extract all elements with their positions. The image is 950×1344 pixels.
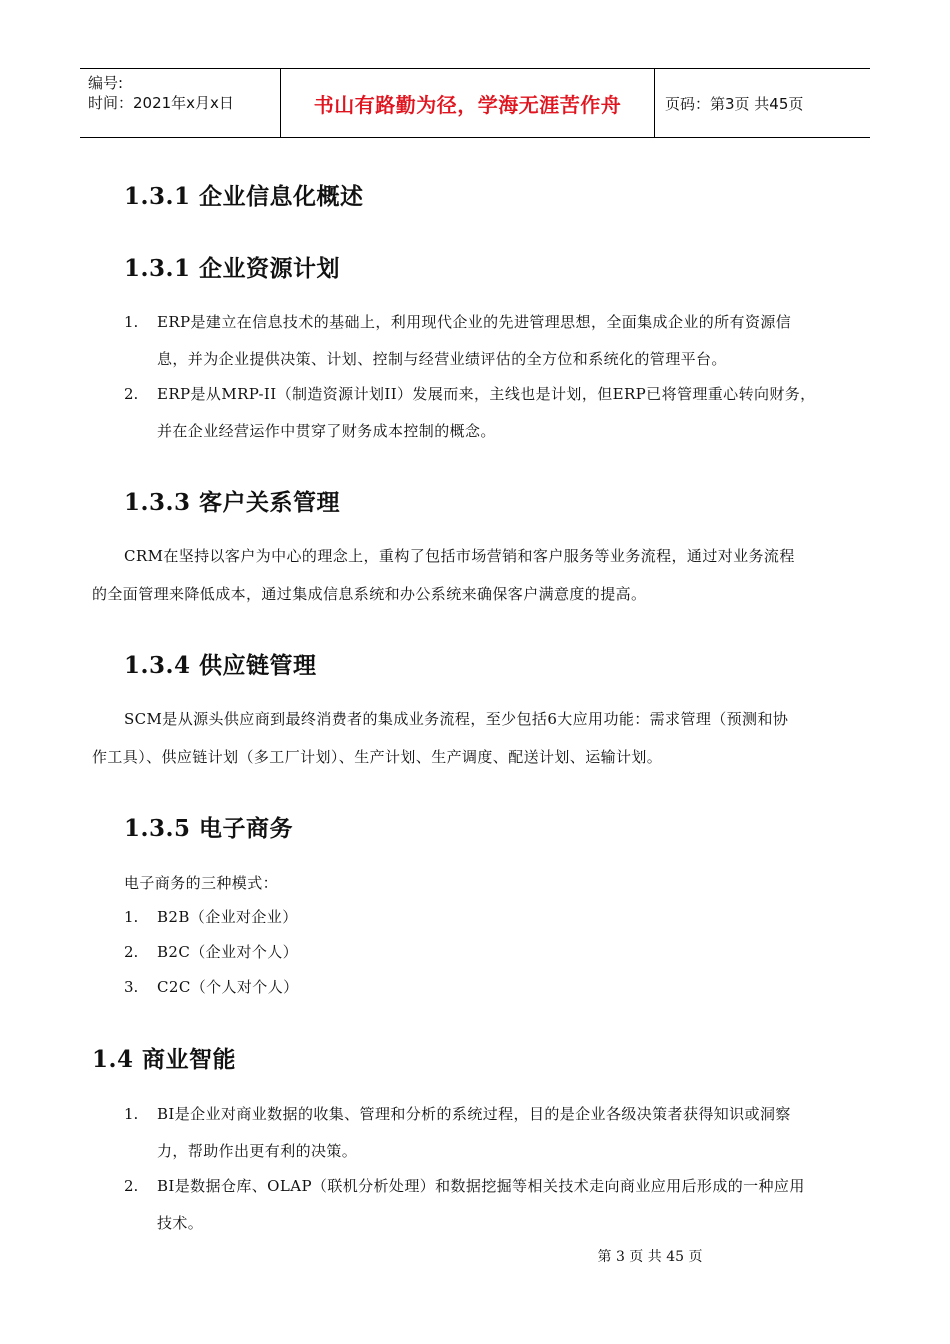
heading-135-ecommerce: 1.3.5 电子商务: [124, 815, 294, 842]
page-footer: [0, 1246, 950, 1266]
list-number: 1.: [124, 908, 139, 926]
bi-item-1-line1: BI是企业对商业数据的收集、管理和分析的系统过程，目的是企业各级决策者获得知识或洞察: [157, 1105, 791, 1123]
header-page-info: 页码：第3页 共45页: [665, 94, 804, 113]
ecommerce-mode-c2c: C2C（个人对个人）: [157, 978, 299, 996]
scm-para-line2: 作工具）、供应链计划（多工厂计划）、生产计划、生产调度、配送计划、运输计划。: [92, 748, 663, 766]
list-number: 1.: [124, 1105, 139, 1123]
erp-item-2-line1: ERP是从MRP-II（制造资源计划II）发展而来，主线也是计划，但ERP已将管理重心转向财务，: [157, 385, 816, 403]
list-number: 3.: [124, 978, 139, 996]
scm-para-line1: SCM是从源头供应商到最终消费者的集成业务流程，至少包括6大应用功能：需求管理（预测和协: [124, 710, 789, 728]
page-header: [80, 68, 870, 138]
footer-page-number: 第 3 页 共 45 页: [597, 1249, 703, 1265]
header-motto: 书山有路勤为径，学海无涯苦作舟: [313, 92, 622, 117]
heading-133-crm: 1.3.3 客户关系管理: [124, 489, 341, 516]
list-number: 2.: [124, 943, 139, 961]
erp-item-2-line2: 并在企业经营运作中贯穿了财务成本控制的概念。: [157, 422, 496, 440]
heading-134-scm: 1.3.4 供应链管理: [124, 652, 317, 679]
header-number-label: 编号:: [88, 74, 124, 92]
header-motto-cell: [281, 69, 655, 137]
list-number: 2.: [124, 1177, 139, 1195]
list-number: 1.: [124, 313, 139, 331]
header-left-cell: [80, 69, 281, 137]
bi-item-2-line2: 技术。: [157, 1214, 204, 1232]
erp-item-1-line1: ERP是建立在信息技术的基础上，利用现代企业的先进管理思想，全面集成企业的所有资源信: [157, 313, 792, 331]
ecommerce-mode-b2b: B2B（企业对企业）: [157, 908, 298, 926]
header-time-label: 时间：2021年x月x日: [88, 94, 234, 112]
ecommerce-intro: 电子商务的三种模式：: [124, 874, 279, 892]
heading-14-bi: 1.4 商业智能: [92, 1046, 237, 1073]
heading-131-erp: 1.3.1 企业资源计划: [124, 255, 341, 282]
heading-131-overview: 1.3.1 企业信息化概述: [124, 183, 364, 210]
erp-item-1-line2: 息，并为企业提供决策、计划、控制与经营业绩评估的全方位和系统化的管理平台。: [157, 350, 727, 368]
crm-para-line2: 的全面管理来降低成本，通过集成信息系统和办公系统来确保客户满意度的提高。: [92, 585, 647, 603]
ecommerce-mode-b2c: B2C（企业对个人）: [157, 943, 299, 961]
bi-item-2-line1: BI是数据仓库、OLAP（联机分析处理）和数据挖掘等相关技术走向商业应用后形成的一种应用: [157, 1177, 805, 1195]
bi-item-1-line2: 力，帮助作出更有利的决策。: [157, 1142, 358, 1160]
list-number: 2.: [124, 385, 139, 403]
crm-para-line1: CRM在坚持以客户为中心的理念上，重构了包括市场营销和客户服务等业务流程，通过对业务流程: [124, 547, 795, 565]
